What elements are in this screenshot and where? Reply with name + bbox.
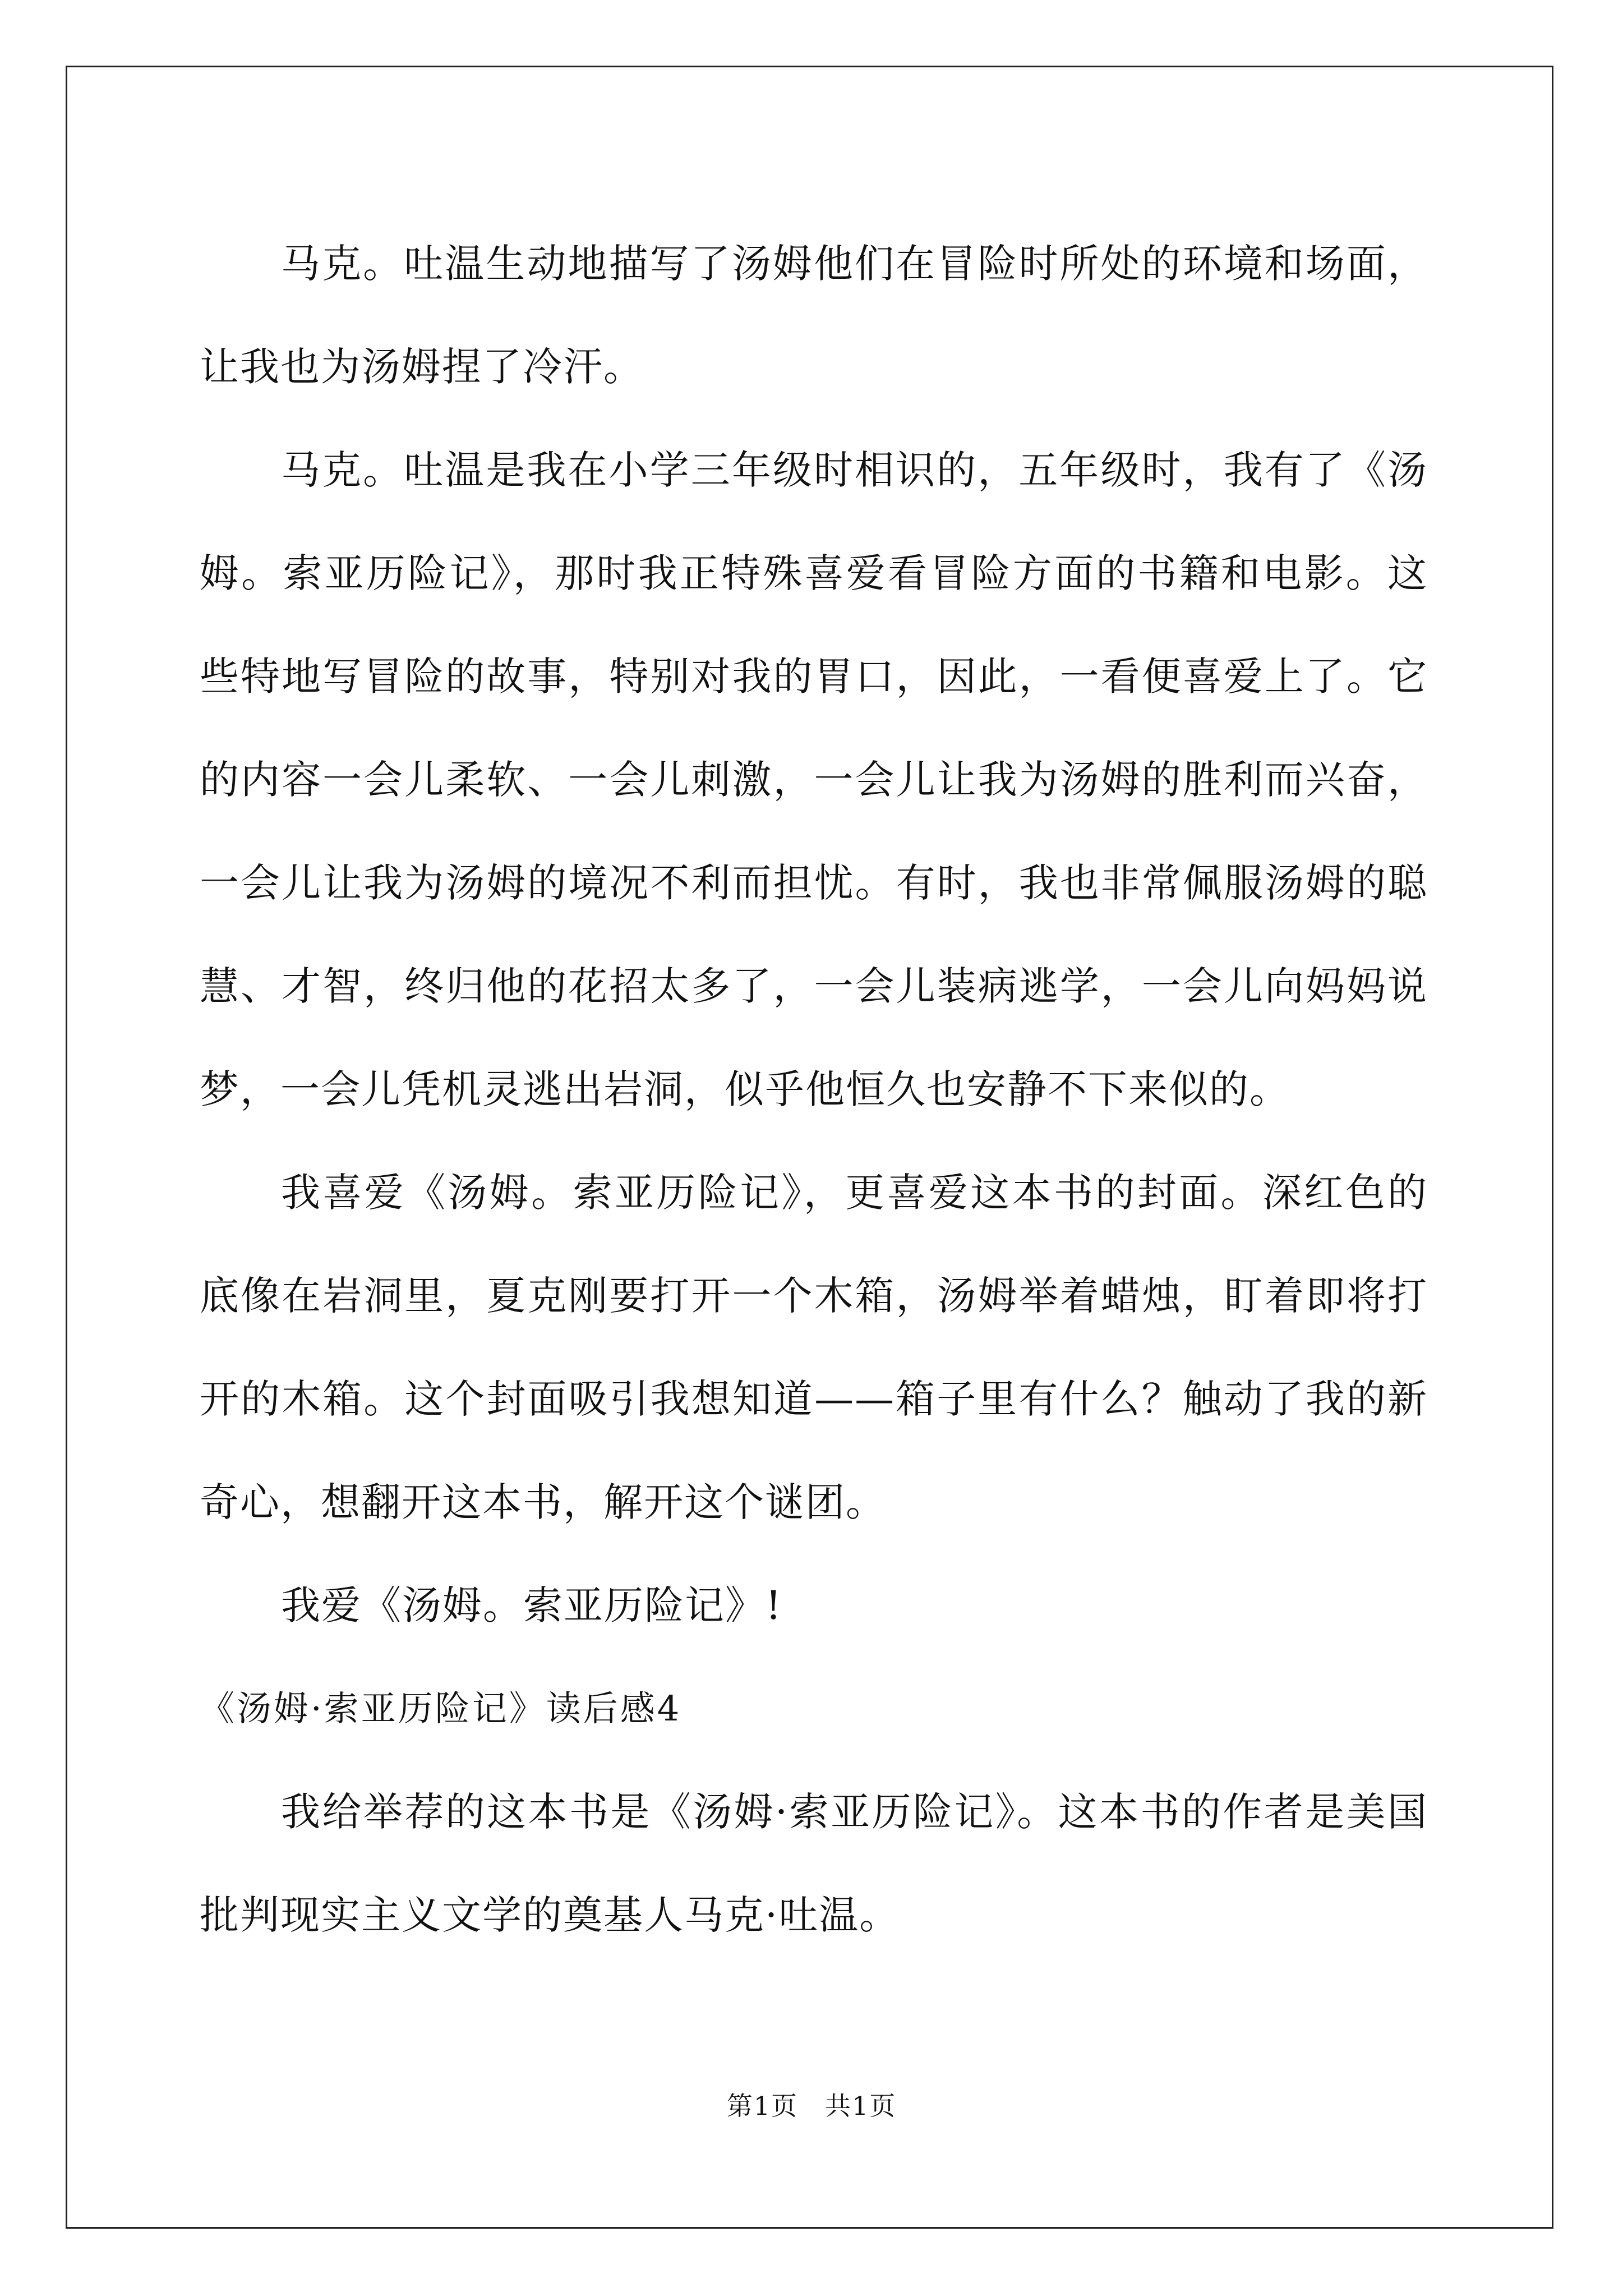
document-body (200, 212, 1428, 1967)
paragraph-1: 马克。吐温生动地描写了汤姆他们在冒险时所处的环境和场面，让我也为汤姆捏了冷汗。 (200, 241, 1428, 390)
paragraph-3: 我喜爱《汤姆。索亚历险记》，更喜爱这本书的封面。深红色的底像在岩洞里，夏克刚要打开一个木箱，汤姆举着蜡烛，盯着即将打开的木箱。这个封面吸引我想知道——箱子里有什么？触动了我的新奇心，想翻开这本书，解开这个谜团。 (200, 1170, 1428, 1525)
page-footer (0, 2086, 1623, 2123)
paragraph-2: 马克。吐温是我在小学三年级时相识的，五年级时，我有了《汤姆。索亚历险记》，那时我正特殊喜爱看冒险方面的书籍和电影。这些特地写冒险的故事，特别对我的胃口，因此，一看便喜爱上了。它的内容一会儿柔软、一会儿刺激，一会儿让我为汤姆的胜利而兴奋，一会儿让我为汤姆的境况不利而担忧。有时，我也非常佩服汤姆的聪慧、才智，终归他的花招太多了，一会儿装病逃学，一会儿向妈妈说梦，一会儿凭机灵逃出岩洞，似乎他恒久也安静不下来似的。 (200, 447, 1428, 1112)
page-number-total: 共1页 (825, 2091, 897, 2121)
section-heading: 《汤姆·索亚历险记》读后感4 (200, 1688, 682, 1729)
page-number-current: 第1页 (726, 2091, 798, 2121)
paragraph-4: 我爱《汤姆。索亚历险记》! (281, 1582, 783, 1628)
paragraph-5: 我给举荐的这本书是《汤姆·索亚历险记》。这本书的作者是美国批判现实主义文学的奠基人马克·吐温。 (200, 1789, 1428, 1938)
